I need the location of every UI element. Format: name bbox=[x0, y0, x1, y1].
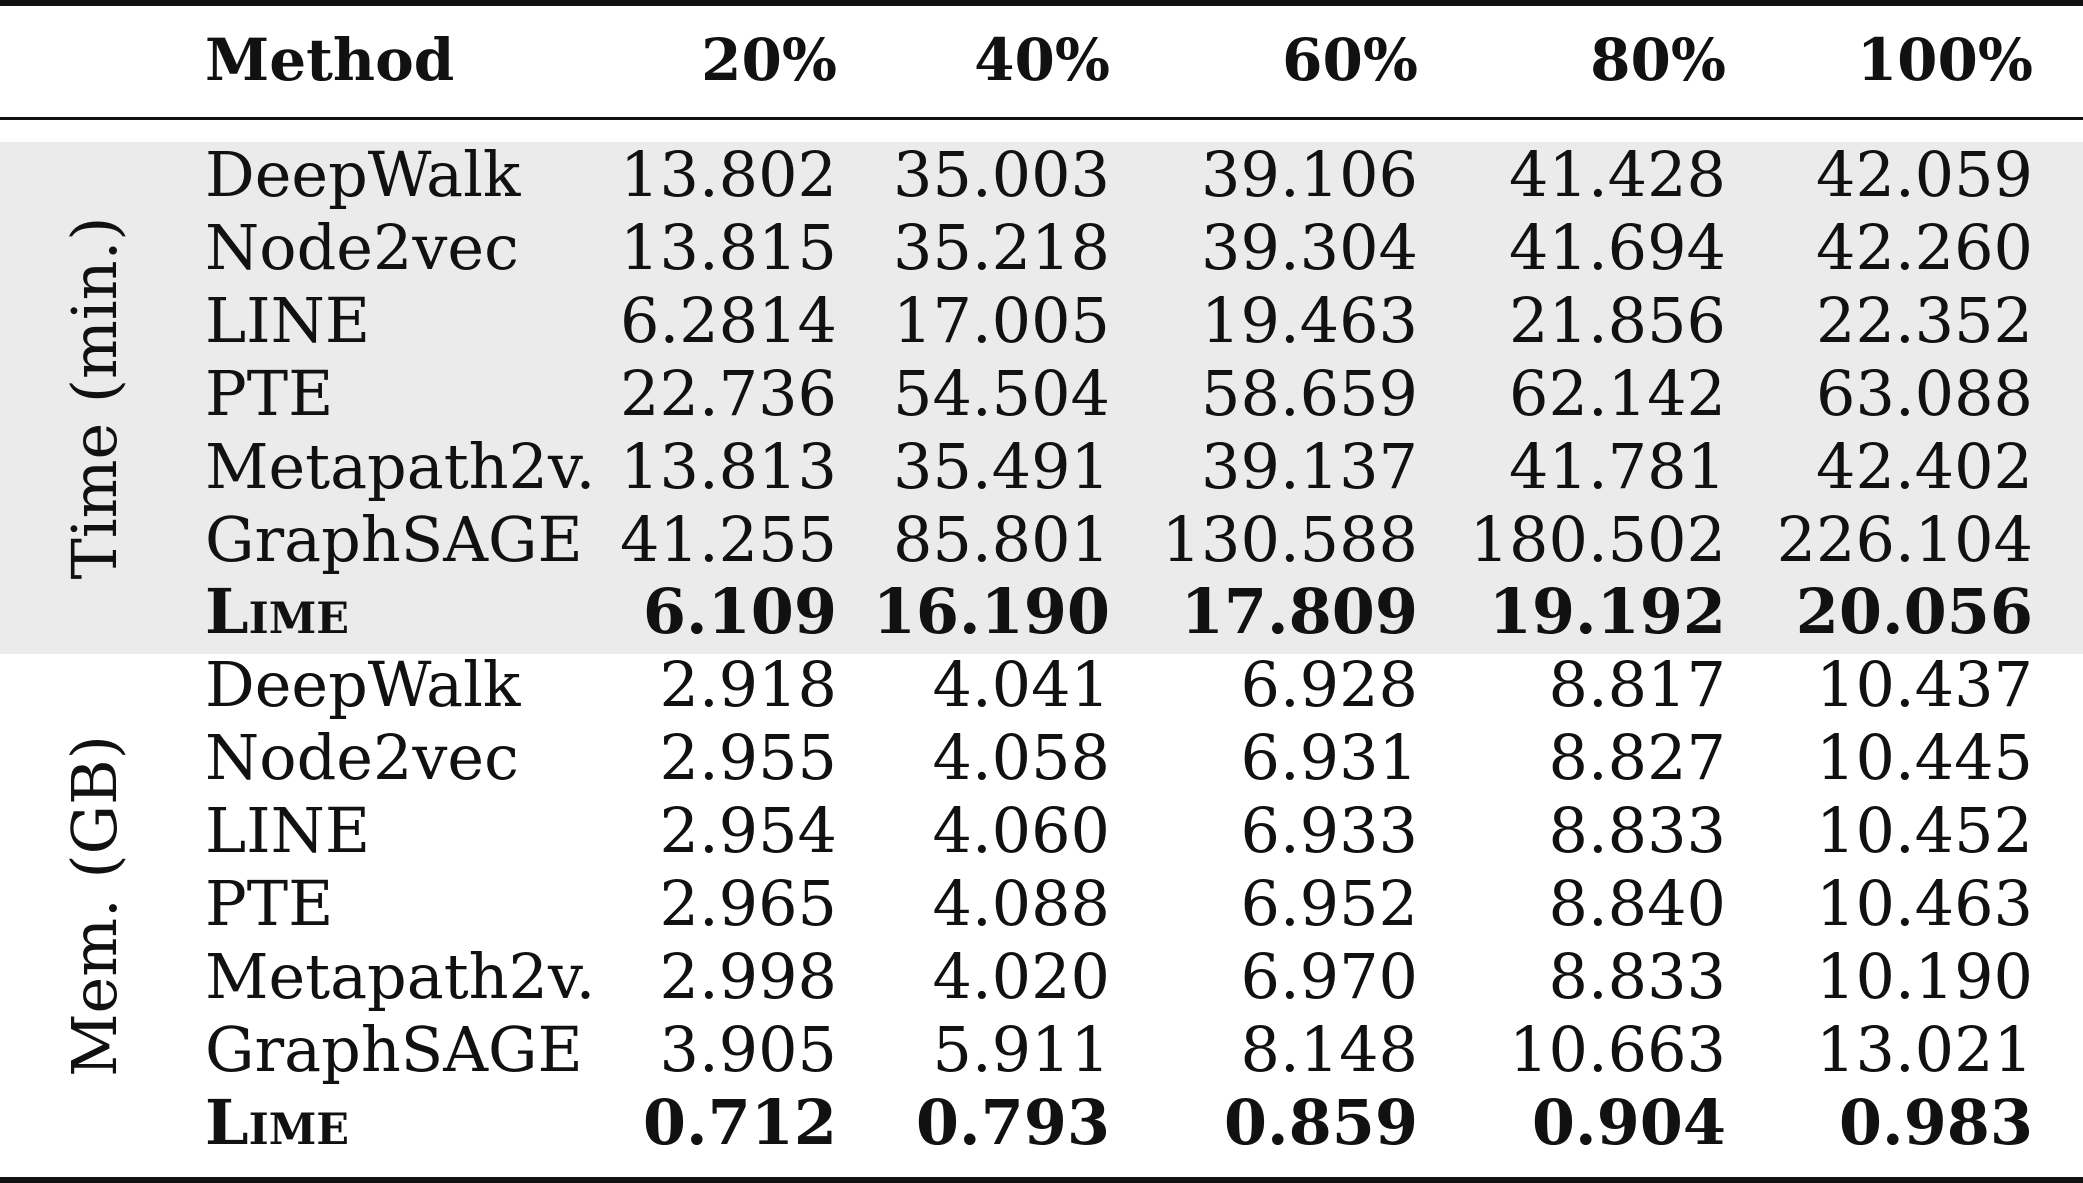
row-value: 19.463 bbox=[1201, 284, 1418, 357]
row-value: 39.137 bbox=[1201, 430, 1418, 503]
row-value: 13.802 bbox=[620, 138, 837, 211]
row-value: 0.859 bbox=[1223, 1086, 1418, 1159]
row-value: 35.491 bbox=[893, 430, 1110, 503]
row-value: 58.659 bbox=[1201, 357, 1418, 430]
row-value: 6.928 bbox=[1240, 648, 1418, 721]
row-value: 130.588 bbox=[1161, 503, 1418, 576]
row-value: 2.955 bbox=[659, 721, 837, 794]
row-method: GraphSAGE bbox=[205, 503, 583, 576]
row-method: LINE bbox=[205, 794, 371, 867]
row-method: Node2vec bbox=[205, 721, 519, 794]
row-value: 16.190 bbox=[872, 575, 1110, 648]
row-value: 8.148 bbox=[1240, 1013, 1418, 1086]
row-value: 6.2814 bbox=[620, 284, 837, 357]
row-value: 13.815 bbox=[620, 211, 837, 284]
row-value: 5.911 bbox=[932, 1013, 1110, 1086]
row-value: 10.663 bbox=[1509, 1013, 1726, 1086]
row-value: 6.931 bbox=[1240, 721, 1418, 794]
group-label-memory: Mem. (GB) bbox=[58, 735, 131, 1077]
row-value: 41.694 bbox=[1509, 211, 1726, 284]
header-rule bbox=[0, 117, 2083, 120]
row-method: Node2vec bbox=[205, 211, 519, 284]
row-value: 35.003 bbox=[893, 138, 1110, 211]
header-col-80: 80% bbox=[1590, 26, 1726, 94]
row-value: 85.801 bbox=[893, 503, 1110, 576]
row-method: LINE bbox=[205, 284, 371, 357]
row-value: 19.192 bbox=[1488, 575, 1726, 648]
row-value: 13.813 bbox=[620, 430, 837, 503]
row-value: 180.502 bbox=[1469, 503, 1726, 576]
row-value: 2.918 bbox=[659, 648, 837, 721]
row-value: 10.445 bbox=[1816, 721, 2033, 794]
row-value: 10.190 bbox=[1816, 940, 2033, 1013]
row-value: 41.255 bbox=[620, 503, 837, 576]
row-value: 21.856 bbox=[1509, 284, 1726, 357]
row-value: 39.304 bbox=[1201, 211, 1418, 284]
row-value: 41.781 bbox=[1509, 430, 1726, 503]
row-value: 13.021 bbox=[1816, 1013, 2033, 1086]
row-value: 2.954 bbox=[659, 794, 837, 867]
row-value: 8.840 bbox=[1548, 867, 1726, 940]
row-value: 0.712 bbox=[642, 1086, 837, 1159]
bottom-rule bbox=[0, 1177, 2083, 1183]
row-value: 0.983 bbox=[1838, 1086, 2033, 1159]
row-value: 10.452 bbox=[1816, 794, 2033, 867]
row-value: 39.106 bbox=[1201, 138, 1418, 211]
row-value: 22.352 bbox=[1816, 284, 2033, 357]
row-value: 226.104 bbox=[1776, 503, 2033, 576]
row-value: 4.060 bbox=[932, 794, 1110, 867]
row-value: 6.952 bbox=[1240, 867, 1418, 940]
row-value: 35.218 bbox=[893, 211, 1110, 284]
row-value: 8.833 bbox=[1548, 794, 1726, 867]
row-value: 6.970 bbox=[1240, 940, 1418, 1013]
row-value: 4.058 bbox=[932, 721, 1110, 794]
row-method: GraphSAGE bbox=[205, 1013, 583, 1086]
header-method: Method bbox=[205, 26, 455, 94]
row-value: 42.059 bbox=[1816, 138, 2033, 211]
row-method: PTE bbox=[205, 867, 334, 940]
row-value: 2.998 bbox=[659, 940, 837, 1013]
row-value: 4.088 bbox=[932, 867, 1110, 940]
row-value: 0.904 bbox=[1531, 1086, 1726, 1159]
row-value: 20.056 bbox=[1795, 575, 2033, 648]
row-value: 0.793 bbox=[915, 1086, 1110, 1159]
row-method: DeepWalk bbox=[205, 138, 521, 211]
row-method: Lime bbox=[205, 575, 350, 648]
row-value: 42.402 bbox=[1816, 430, 2033, 503]
header-col-100: 100% bbox=[1856, 26, 2033, 94]
row-value: 6.109 bbox=[642, 575, 837, 648]
row-method: PTE bbox=[205, 357, 334, 430]
top-rule bbox=[0, 0, 2083, 6]
row-value: 17.809 bbox=[1180, 575, 1418, 648]
row-value: 62.142 bbox=[1509, 357, 1726, 430]
group-label-time: Time (min.) bbox=[58, 216, 131, 580]
row-value: 6.933 bbox=[1240, 794, 1418, 867]
row-value: 4.020 bbox=[932, 940, 1110, 1013]
row-value: 42.260 bbox=[1816, 211, 2033, 284]
row-value: 10.463 bbox=[1816, 867, 2033, 940]
row-method: Metapath2v. bbox=[205, 940, 596, 1013]
row-value: 41.428 bbox=[1509, 138, 1726, 211]
header-col-60: 60% bbox=[1282, 26, 1418, 94]
row-method: Metapath2v. bbox=[205, 430, 596, 503]
row-method: DeepWalk bbox=[205, 648, 521, 721]
row-value: 4.041 bbox=[932, 648, 1110, 721]
row-value: 3.905 bbox=[659, 1013, 837, 1086]
row-value: 8.833 bbox=[1548, 940, 1726, 1013]
row-method: Lime bbox=[205, 1086, 350, 1159]
row-value: 8.827 bbox=[1548, 721, 1726, 794]
row-value: 2.965 bbox=[659, 867, 837, 940]
row-value: 8.817 bbox=[1548, 648, 1726, 721]
row-value: 10.437 bbox=[1816, 648, 2033, 721]
row-value: 54.504 bbox=[893, 357, 1110, 430]
row-value: 22.736 bbox=[620, 357, 837, 430]
row-value: 17.005 bbox=[893, 284, 1110, 357]
header-col-20: 20% bbox=[701, 26, 837, 94]
header-col-40: 40% bbox=[974, 26, 1110, 94]
row-value: 63.088 bbox=[1816, 357, 2033, 430]
